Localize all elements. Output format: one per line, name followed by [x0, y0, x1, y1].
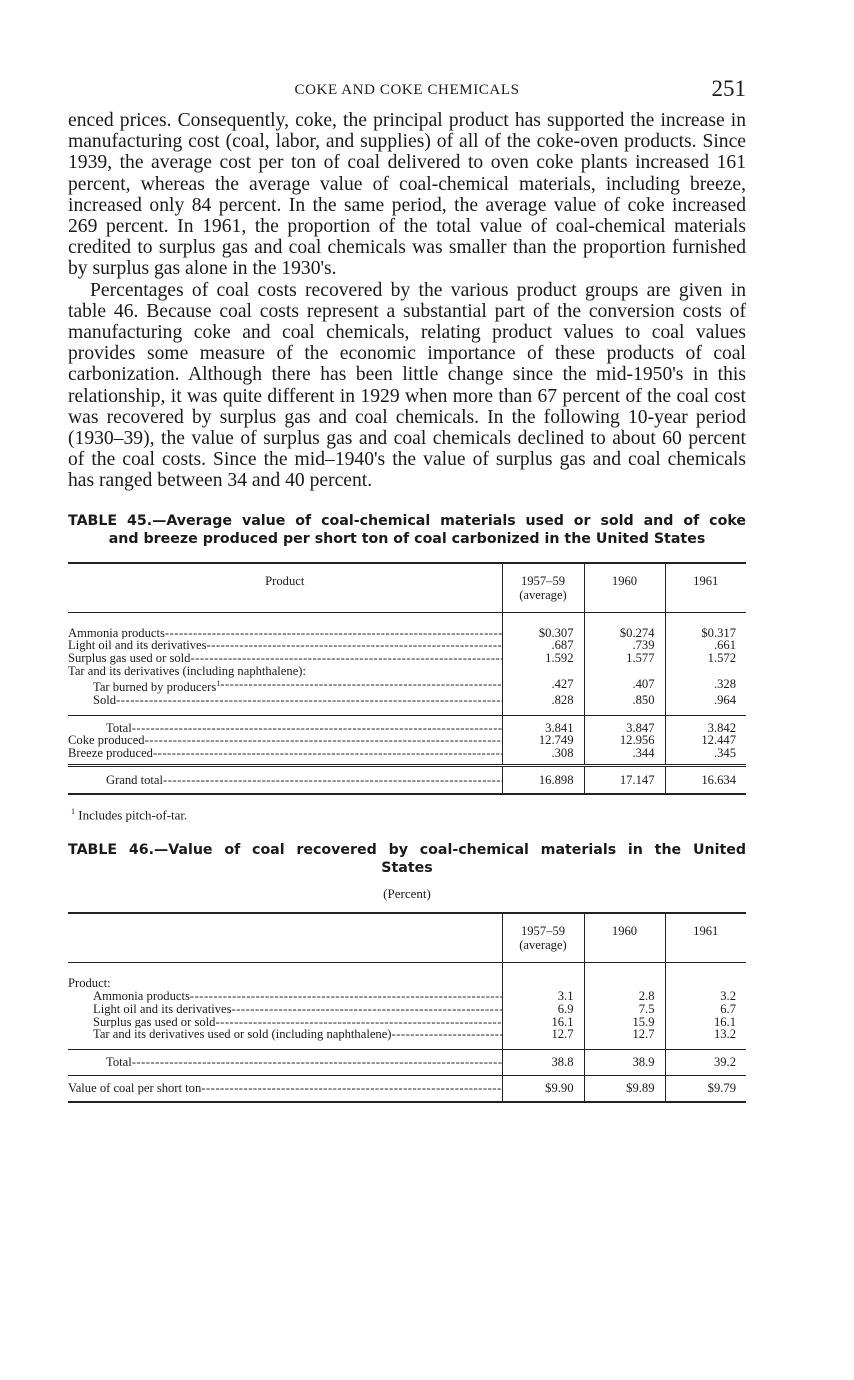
table-row	[68, 665, 746, 678]
cell-value: 3.1	[502, 990, 584, 1003]
cell-value: 38.8	[502, 1050, 584, 1076]
row-label: Total	[106, 721, 132, 735]
table-45-footnote: $^1$ Includes pitch-of-tar.	[71, 806, 188, 823]
table-row	[68, 1028, 746, 1049]
column-header-1961: 1961	[665, 913, 746, 963]
cell-value: .850	[584, 694, 665, 715]
cell-value: 1.592	[502, 652, 584, 665]
cell-value: .739	[584, 639, 665, 652]
table-46-header-row	[68, 913, 746, 963]
table-row	[68, 1050, 746, 1076]
column-header-1961: 1961	[665, 563, 746, 613]
table-46	[68, 912, 746, 1103]
cell-value: .828	[502, 694, 584, 715]
cell-value: 3.842	[665, 715, 746, 734]
cell-value: 12.956	[584, 734, 665, 747]
row-label: Sold	[93, 693, 117, 707]
row-label: Value of coal per short ton	[68, 1081, 202, 1095]
cell-value: .687	[502, 639, 584, 652]
page-number: 251	[711, 76, 746, 101]
row-label: Ammonia products	[93, 989, 190, 1003]
cell-value: 1.577	[584, 652, 665, 665]
table-46-caption	[68, 841, 746, 877]
row-label: Light oil and its derivatives	[93, 1002, 232, 1016]
table-46-caption-line-1: TABLE 46.—Value of coal recovered by coal-chemical materials in the United	[68, 842, 746, 859]
cell-value: .407	[584, 678, 665, 694]
paragraph-2: Percentages of coal costs recovered by the various product groups are given in table 46. Because coal costs represent a substantial part of the conversion costs of manufacturing coke and coal chemicals, relating product values to coal values provides some measure of the economic importance of these products of coal carbonization. Although there has been little change since the mid-1950's in this relationship, it was quite different in 1929 when more than 67 percent of the coal cost was recovered by surplus gas and coal chemicals. In the following 10-year period (1930–39), the value of surplus gas and coal chemicals declined to about 60 percent of the coal costs. Since the mid–1940's the value of surplus gas and coal chemicals has ranged between 34 and 40 percent.	[68, 279, 746, 492]
cell-value: 3.847	[584, 715, 665, 734]
row-label: Light oil and its derivatives	[68, 639, 207, 653]
table-row	[68, 678, 746, 694]
cell-value: 38.9	[584, 1050, 665, 1076]
table-row	[68, 990, 746, 1003]
cell-value: 12.7	[584, 1028, 665, 1049]
cell-value: .344	[584, 747, 665, 765]
table-row	[68, 747, 746, 765]
row-label: Coke produced	[68, 734, 145, 748]
cell-value: $0.317	[665, 627, 746, 640]
row-label: Tar and its derivatives used or sold (including naphthalene)	[93, 1028, 392, 1042]
cell-value: 7.5	[584, 1003, 665, 1016]
table-45-header-row	[68, 563, 746, 613]
cell-value: 17.147	[584, 766, 665, 794]
cell-value: 16.898	[502, 766, 584, 794]
table-row	[68, 766, 746, 794]
column-header-1960: 1960	[584, 563, 665, 613]
running-head	[68, 76, 746, 110]
row-label: Product:	[68, 976, 111, 991]
cell-value: $9.90	[502, 1075, 584, 1101]
cell-value: .345	[665, 747, 746, 765]
cell-value: $9.79	[665, 1075, 746, 1101]
column-header-product: Product	[68, 563, 502, 613]
column-header-1957-59: 1957–59 (average)	[502, 913, 584, 963]
cell-value: 6.9	[502, 1003, 584, 1016]
cell-value: 12.7	[502, 1028, 584, 1049]
column-header-1960: 1960	[584, 913, 665, 963]
footnote-reference: 1	[216, 678, 221, 688]
cell-value: .328	[665, 678, 746, 694]
table-46-unit: (Percent)	[383, 886, 431, 902]
row-label: Tar and its derivatives (including naphthalene):	[68, 664, 306, 679]
column-header-blank	[68, 913, 502, 963]
cell-value: 13.2	[665, 1028, 746, 1049]
table-45-caption-line-1: TABLE 45.—Average value of coal-chemical materials used or sold and of coke	[68, 512, 746, 529]
running-title: COKE AND COKE CHEMICALS	[294, 82, 520, 98]
row-label: Tar burned by producers$^1$	[93, 678, 221, 694]
row-label: Total	[106, 1056, 132, 1069]
cell-value: 2.8	[584, 990, 665, 1003]
row-label: Surplus gas used or sold	[68, 652, 191, 666]
cell-value: 16.634	[665, 766, 746, 794]
cell-value: 3.2	[665, 990, 746, 1003]
cell-value: .427	[502, 678, 584, 694]
cell-value: 12.749	[502, 734, 584, 747]
table-row	[68, 1003, 746, 1016]
row-label: Surplus gas used or sold	[93, 1015, 216, 1029]
cell-value: $0.274	[584, 627, 665, 640]
column-header-1957-59: 1957–59 (average)	[502, 563, 584, 613]
cell-value: 16.1	[665, 1016, 746, 1029]
cell-value: 15.9	[584, 1016, 665, 1029]
table-row	[68, 715, 746, 734]
cell-value: $9.89	[584, 1075, 665, 1101]
cell-value: 39.2	[665, 1050, 746, 1076]
table-45-caption-line-2: and breeze produced per short ton of coal carbonized in the United States	[108, 530, 706, 547]
cell-value: 6.7	[665, 1003, 746, 1016]
row-label: Breeze produced	[68, 747, 153, 761]
cell-value: .661	[665, 639, 746, 652]
row-label: Ammonia products	[68, 626, 165, 640]
cell-value: 1.572	[665, 652, 746, 665]
table-46-caption-line-2: States	[381, 860, 433, 877]
table-45	[68, 562, 746, 795]
page	[68, 76, 746, 1103]
cell-value: 16.1	[502, 1016, 584, 1029]
cell-value: $0.307	[502, 627, 584, 640]
table-row	[68, 694, 746, 715]
row-label: Grand total	[106, 774, 164, 787]
cell-value: .964	[665, 694, 746, 715]
paragraph-1: enced prices. Consequently, coke, the principal product has supported the increase in manufacturing cost (coal, labor, and supplies) of all of the coke-oven products. Since 1939, the average cost per ton of coal delivered to oven coke plants increased 161 percent, whereas the average value of coal-chemical materials, including breeze, increased only 84 percent. In the same period, the average value of coke increased 269 percent. In 1961, the proportion of the total value of coal-chemical materials credited to surplus gas and coal chemicals was smaller than the proportion furnished by surplus gas alone in the 1930's.	[68, 110, 746, 280]
table-45-caption	[68, 512, 746, 548]
table-row	[68, 1075, 746, 1101]
cell-value: .308	[502, 747, 584, 765]
cell-value: 3.841	[502, 715, 584, 734]
cell-value: 12.447	[665, 734, 746, 747]
